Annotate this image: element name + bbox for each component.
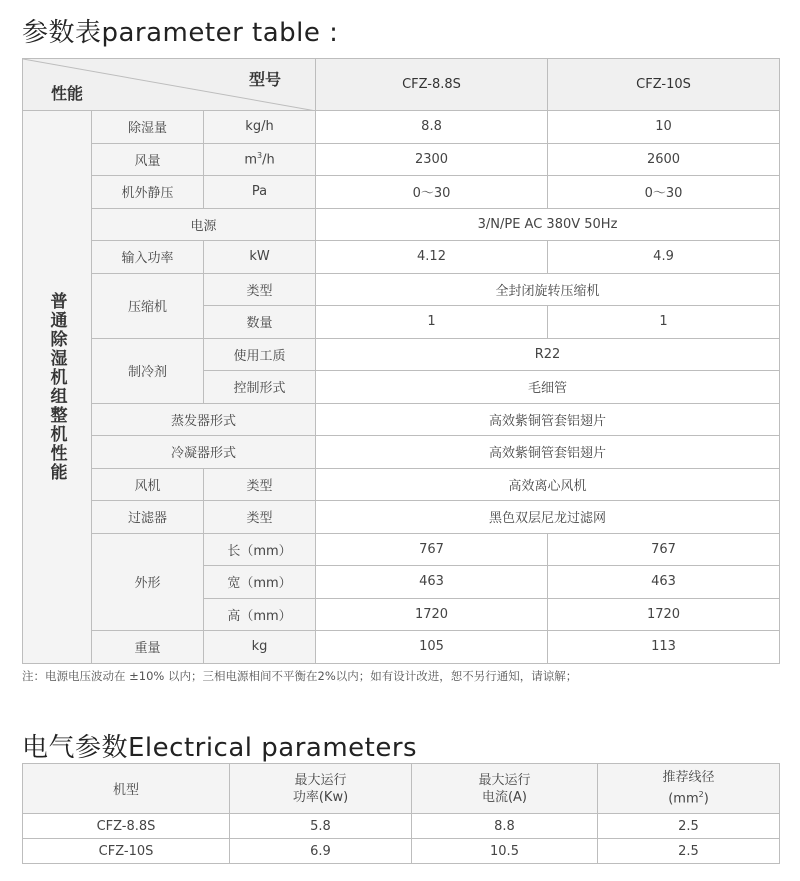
- compressor-label: 压缩机: [92, 273, 204, 338]
- refrigerant-label: 制冷剂: [92, 338, 204, 403]
- static-pressure-unit: Pa: [204, 176, 316, 209]
- power-supply-value: 3/N/PE AC 380V 50Hz: [316, 208, 780, 241]
- table-row: [23, 338, 780, 371]
- table-row: [23, 631, 780, 664]
- length-value-2: 767: [548, 533, 780, 566]
- electrical-table: [22, 763, 780, 864]
- weight-value-2: 113: [548, 631, 780, 664]
- model-header-1: CFZ-8.8S: [316, 59, 548, 111]
- table-row: [23, 403, 780, 436]
- col-model-header: 机型: [23, 764, 230, 814]
- evaporator-value: 高效紫铜管套铝翅片: [316, 403, 780, 436]
- shape-label: 外形: [92, 533, 204, 631]
- elec-current: 8.8: [412, 814, 598, 839]
- footnote: 注：电源电压波动在 ±10% 以内；三相电源相间不平衡在2%以内；如有设计改进，恕不另行通知，请谅解；: [22, 669, 578, 683]
- table-row: [23, 501, 780, 534]
- static-pressure-label: 机外静压: [92, 176, 204, 209]
- col-current-header: 最大运行 电流(A): [412, 764, 598, 814]
- compressor-qty-value-1: 1: [316, 306, 548, 339]
- input-power-unit: kW: [204, 241, 316, 274]
- col-power-header: 最大运行 功率(Kw): [230, 764, 412, 814]
- table-row: [23, 176, 780, 209]
- elec-power: 6.9: [230, 839, 412, 864]
- height-label: 高（mm）: [204, 598, 316, 631]
- compressor-type-label: 类型: [204, 273, 316, 306]
- fan-type-label: 类型: [204, 468, 316, 501]
- dehumid-unit: kg/h: [204, 111, 316, 144]
- dehumid-value-2: 10: [548, 111, 780, 144]
- static-pressure-value-2: 0～30: [548, 176, 780, 209]
- elec-power: 5.8: [230, 814, 412, 839]
- height-value-2: 1720: [548, 598, 780, 631]
- table-row: [23, 468, 780, 501]
- param-table-title: 参数表parameter table :: [22, 18, 339, 48]
- airflow-unit: $m^3/h$: [204, 143, 316, 176]
- condenser-label: 冷凝器形式: [92, 436, 316, 469]
- dehumid-value-1: 8.8: [316, 111, 548, 144]
- table-row: [23, 143, 780, 176]
- table-row: [23, 814, 780, 839]
- power-supply-label: 电源: [92, 208, 316, 241]
- elec-wire: 2.5: [598, 814, 780, 839]
- table-row: [23, 436, 780, 469]
- model-header-2: CFZ-10S: [548, 59, 780, 111]
- header-model-label: 型号: [249, 70, 282, 89]
- table-row: [23, 208, 780, 241]
- input-power-label: 输入功率: [92, 241, 204, 274]
- length-label: 长（mm）: [204, 533, 316, 566]
- filter-label: 过滤器: [92, 501, 204, 534]
- refrigerant-control-value: 毛细管: [316, 371, 780, 404]
- table-row: [23, 111, 780, 144]
- table-row: [23, 273, 780, 306]
- elec-current: 10.5: [412, 839, 598, 864]
- refrigerant-medium-value: R22: [316, 338, 780, 371]
- input-power-value-2: 4.9: [548, 241, 780, 274]
- weight-value-1: 105: [316, 631, 548, 664]
- fan-label: 风机: [92, 468, 204, 501]
- header-diagonal-cell: [23, 59, 316, 111]
- width-value-1: 463: [316, 566, 548, 599]
- evaporator-label: 蒸发器形式: [92, 403, 316, 436]
- airflow-value-1: 2300: [316, 143, 548, 176]
- refrigerant-medium-label: 使用工质: [204, 338, 316, 371]
- col-wire-header: 推荐线径 $(mm^2)$: [598, 764, 780, 814]
- filter-type-label: 类型: [204, 501, 316, 534]
- header-performance-label: 性能: [51, 84, 84, 103]
- table-row: [23, 533, 780, 566]
- parameter-table: [22, 58, 780, 664]
- group-label-cell: [23, 111, 92, 664]
- compressor-qty-value-2: 1: [548, 306, 780, 339]
- airflow-label: 风量: [92, 143, 204, 176]
- compressor-type-value: 全封闭旋转压缩机: [316, 273, 780, 306]
- elec-wire: 2.5: [598, 839, 780, 864]
- width-label: 宽（mm）: [204, 566, 316, 599]
- fan-type-value: 高效离心风机: [316, 468, 780, 501]
- elec-model: CFZ-10S: [23, 839, 230, 864]
- dehumid-label: 除湿量: [92, 111, 204, 144]
- table-row: [23, 241, 780, 274]
- input-power-value-1: 4.12: [316, 241, 548, 274]
- condenser-value: 高效紫铜管套铝翅片: [316, 436, 780, 469]
- electrical-table-title: 电气参数Electrical parameters: [22, 733, 418, 763]
- airflow-value-2: 2600: [548, 143, 780, 176]
- table-header-row: [23, 59, 780, 111]
- group-label: 普通除湿机组整机性能: [46, 291, 67, 482]
- length-value-1: 767: [316, 533, 548, 566]
- refrigerant-control-label: 控制形式: [204, 371, 316, 404]
- table-row: [23, 839, 780, 864]
- weight-unit: kg: [204, 631, 316, 664]
- electrical-header-row: [23, 764, 780, 814]
- static-pressure-value-1: 0～30: [316, 176, 548, 209]
- compressor-qty-label: 数量: [204, 306, 316, 339]
- height-value-1: 1720: [316, 598, 548, 631]
- weight-label: 重量: [92, 631, 204, 664]
- elec-model: CFZ-8.8S: [23, 814, 230, 839]
- width-value-2: 463: [548, 566, 780, 599]
- filter-type-value: 黑色双层尼龙过滤网: [316, 501, 780, 534]
